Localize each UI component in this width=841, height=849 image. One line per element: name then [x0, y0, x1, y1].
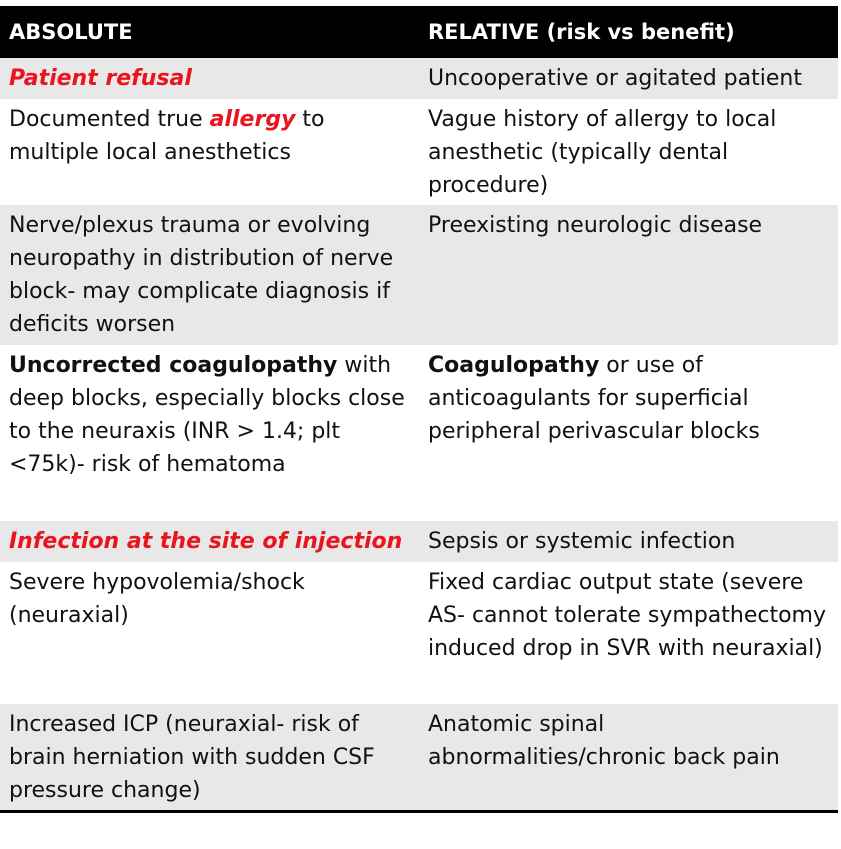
table-row: [0, 99, 838, 205]
absolute-cell: [0, 58, 419, 99]
table-bottom-rule: [0, 810, 838, 813]
relative-cell: [419, 704, 838, 810]
table-row: [0, 562, 838, 704]
cell-text-emphasis: allergy: [209, 107, 296, 132]
cell-text: Documented true: [9, 107, 210, 132]
relative-cell: [419, 205, 838, 345]
table-row: [0, 58, 838, 99]
table-header: [0, 6, 838, 58]
table-row: [0, 704, 838, 810]
absolute-cell: [0, 704, 419, 810]
cell-text: to multiple local anesthetics: [9, 107, 325, 165]
cell-text: or use of anticoagulants for superficial peripheral perivascular blocks: [428, 353, 760, 444]
cell-text-bold: Uncorrected coagulopathy: [9, 353, 338, 378]
relative-cell: [419, 345, 838, 521]
relative-cell: [419, 99, 838, 205]
cell-text: Nerve/plexus trauma or evolving neuropathy in distribution of nerve block- may complicate diagnosis if deficits worsen: [9, 213, 394, 337]
cell-text: Vague history of allergy to local anesthetic (typically dental procedure): [428, 107, 777, 198]
relative-cell: [419, 58, 838, 99]
cell-text: Infection at the site of injection: [9, 529, 403, 554]
cell-text: Patient refusal: [9, 66, 192, 91]
table-row: [0, 521, 838, 562]
header-absolute: ABSOLUTE: [9, 20, 133, 44]
absolute-cell: [0, 205, 419, 345]
cell-text: Fixed cardiac output state (severe AS- cannot tolerate sympathectomy induced drop in SVR with neuraxial): [428, 570, 826, 661]
absolute-cell: [0, 345, 419, 521]
absolute-cell: [0, 562, 419, 704]
cell-text: Increased ICP (neuraxial- risk of brain herniation with sudden CSF pressure change): [9, 712, 375, 803]
cell-text: with deep blocks, especially blocks close to the neuraxis (INR > 1.4; plt <75k)- risk of hematoma: [9, 353, 405, 477]
absolute-cell: [0, 521, 419, 562]
contraindications-table: [0, 6, 838, 813]
cell-text: Anatomic spinal abnormalities/chronic back pain: [428, 712, 780, 770]
table-row: [0, 345, 838, 521]
cell-text: Severe hypovolemia/shock (neuraxial): [9, 570, 305, 628]
header-relative: RELATIVE (risk vs benefit): [428, 20, 735, 44]
relative-cell: [419, 521, 838, 562]
relative-cell: [419, 562, 838, 704]
table-row: [0, 205, 838, 345]
cell-text: Sepsis or systemic infection: [428, 529, 736, 554]
cell-text: Preexisting neurologic disease: [428, 213, 763, 238]
absolute-cell: [0, 99, 419, 205]
cell-text-bold: Coagulopathy: [428, 353, 600, 378]
cell-text: Uncooperative or agitated patient: [428, 66, 802, 91]
